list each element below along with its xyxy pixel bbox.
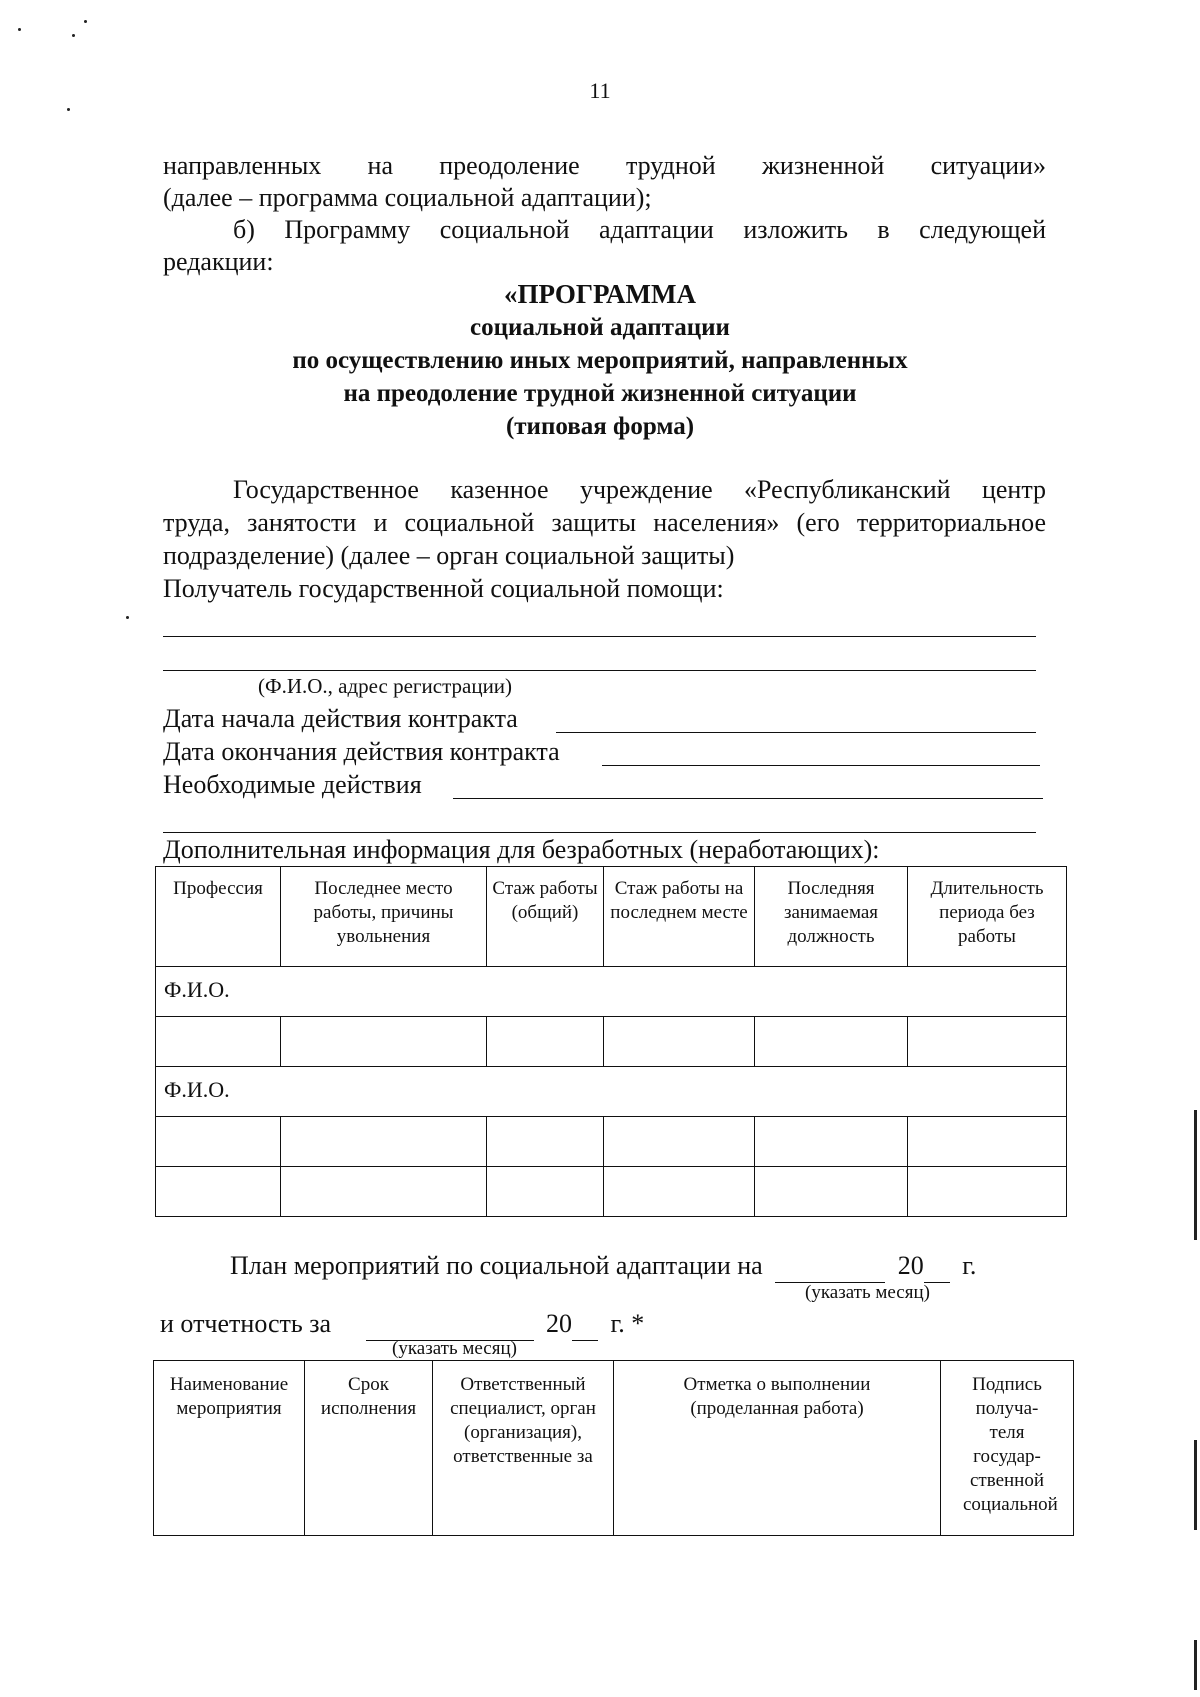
table-cell[interactable] [755,1017,908,1067]
institution-line-2: труда, занятости и социальной защиты населения» (его территориальное [163,508,1046,537]
intro-word: направленных [163,151,322,180]
intro-word: жизненной [761,151,885,180]
recipient-blank-line-2[interactable] [163,670,1036,671]
intro-word: преодоление [439,151,580,180]
report-year-prefix: 20 [546,1309,573,1338]
fio-group-label: Ф.И.О. [156,1067,1067,1117]
intro-line-1 [163,150,1046,182]
column-header: Стаж работы на последнем месте [604,867,755,967]
column-header: Отметка о выполнении (проделанная работа) [614,1361,941,1536]
scan-edge-mark [1194,1440,1197,1530]
intro-word: трудной [625,151,716,180]
program-subtitle-2: по осуществлению иных мероприятий, направленных [292,347,908,374]
report-line [160,1308,644,1341]
column-header: Срок исполнения [305,1361,433,1536]
table-cell[interactable] [156,1117,281,1167]
scan-speck [72,34,75,37]
intro-line-4: редакции: [163,247,274,276]
table-cell[interactable] [281,1017,487,1067]
report-month-caption: (указать месяц) [392,1338,517,1359]
actions-field-line-2[interactable] [163,832,1036,833]
scan-edge-mark [1194,1110,1197,1240]
scan-edge-mark [1194,1640,1197,1690]
table-row [156,1117,1067,1167]
table-cell[interactable] [908,1167,1067,1217]
intro-word: на [367,151,394,180]
program-title: «ПРОГРАММА [503,279,697,309]
table-header-row [156,867,1067,967]
plan-month-caption: (указать месяц) [805,1282,930,1303]
end-date-field[interactable] [602,765,1040,766]
additional-info-label: Дополнительная информация для безработных (неработающих): [163,835,880,864]
table-row [156,1017,1067,1067]
scan-speck [84,20,87,23]
plan-year-field[interactable] [924,1250,950,1283]
plan-year-suffix: г. [962,1251,977,1280]
plan-line-1 [230,1250,976,1283]
fio-group-label: Ф.И.О. [156,967,1067,1017]
table-cell[interactable] [604,1017,755,1067]
intro-line-2: (далее – программа социальной адаптации); [163,183,652,212]
report-label: и отчетность за [160,1309,332,1338]
page-number: 11 [589,78,611,103]
column-header: Ответственный специалист, орган (организация), ответственные за [433,1361,614,1536]
table-group-row [156,967,1067,1017]
institution-line-3: подразделение) (далее – орган социальной защиты) [163,541,735,570]
table-cell[interactable] [156,1167,281,1217]
table-cell[interactable] [604,1167,755,1217]
column-header: Подпись получа-теля государ-ственной социальной [941,1361,1074,1536]
table-header-row [154,1361,1074,1536]
start-date-label: Дата начала действия контракта [163,704,518,733]
plan-title: План мероприятий по социальной адаптации на [230,1251,763,1280]
institution-line-1: Государственное казенное учреждение «Республиканский центр [233,475,1046,504]
plan-table [153,1360,1074,1536]
table-cell[interactable] [487,1167,604,1217]
report-month-field[interactable] [366,1308,534,1341]
start-date-field[interactable] [556,732,1036,733]
recipient-label: Получатель государственной социальной помощи: [163,574,724,603]
table-cell[interactable] [487,1117,604,1167]
column-header: Длительность периода без работы [908,867,1067,967]
actions-label: Необходимые действия [163,770,422,799]
plan-year-prefix: 20 [897,1251,924,1280]
table-cell[interactable] [755,1117,908,1167]
table-cell[interactable] [755,1167,908,1217]
end-date-label: Дата окончания действия контракта [163,737,560,766]
column-header: Профессия [156,867,281,967]
program-subtitle-3: на преодоление трудной жизненной ситуации [343,380,857,407]
fio-caption: (Ф.И.О., адрес регистрации) [258,674,513,698]
table-cell[interactable] [156,1017,281,1067]
scan-speck [67,108,70,111]
recipient-blank-line-1[interactable] [163,636,1036,637]
report-year-field[interactable] [572,1308,598,1341]
table-group-row [156,1067,1067,1117]
table-cell[interactable] [604,1117,755,1167]
intro-line-3: б) Программу социальной адаптации изложить в следующей [233,215,1046,244]
plan-month-field[interactable] [775,1250,885,1283]
column-header: Последняя занимаемая должность [755,867,908,967]
table-cell[interactable] [908,1117,1067,1167]
program-subtitle-1: социальной адаптации [470,314,730,341]
report-year-suffix: г. * [610,1309,645,1338]
column-header: Наименование мероприятия [154,1361,305,1536]
actions-field[interactable] [453,798,1043,799]
table-cell[interactable] [281,1117,487,1167]
table-row [156,1167,1067,1217]
table-cell[interactable] [487,1017,604,1067]
program-subtitle-4: (типовая форма) [505,413,695,440]
scan-speck [18,28,21,31]
scan-speck [126,616,129,619]
column-header: Стаж работы (общий) [487,867,604,967]
table-cell[interactable] [281,1167,487,1217]
unemployed-info-table [155,866,1067,1217]
column-header: Последнее место работы, причины увольнения [281,867,487,967]
intro-word: ситуации» [930,151,1046,180]
table-cell[interactable] [908,1017,1067,1067]
